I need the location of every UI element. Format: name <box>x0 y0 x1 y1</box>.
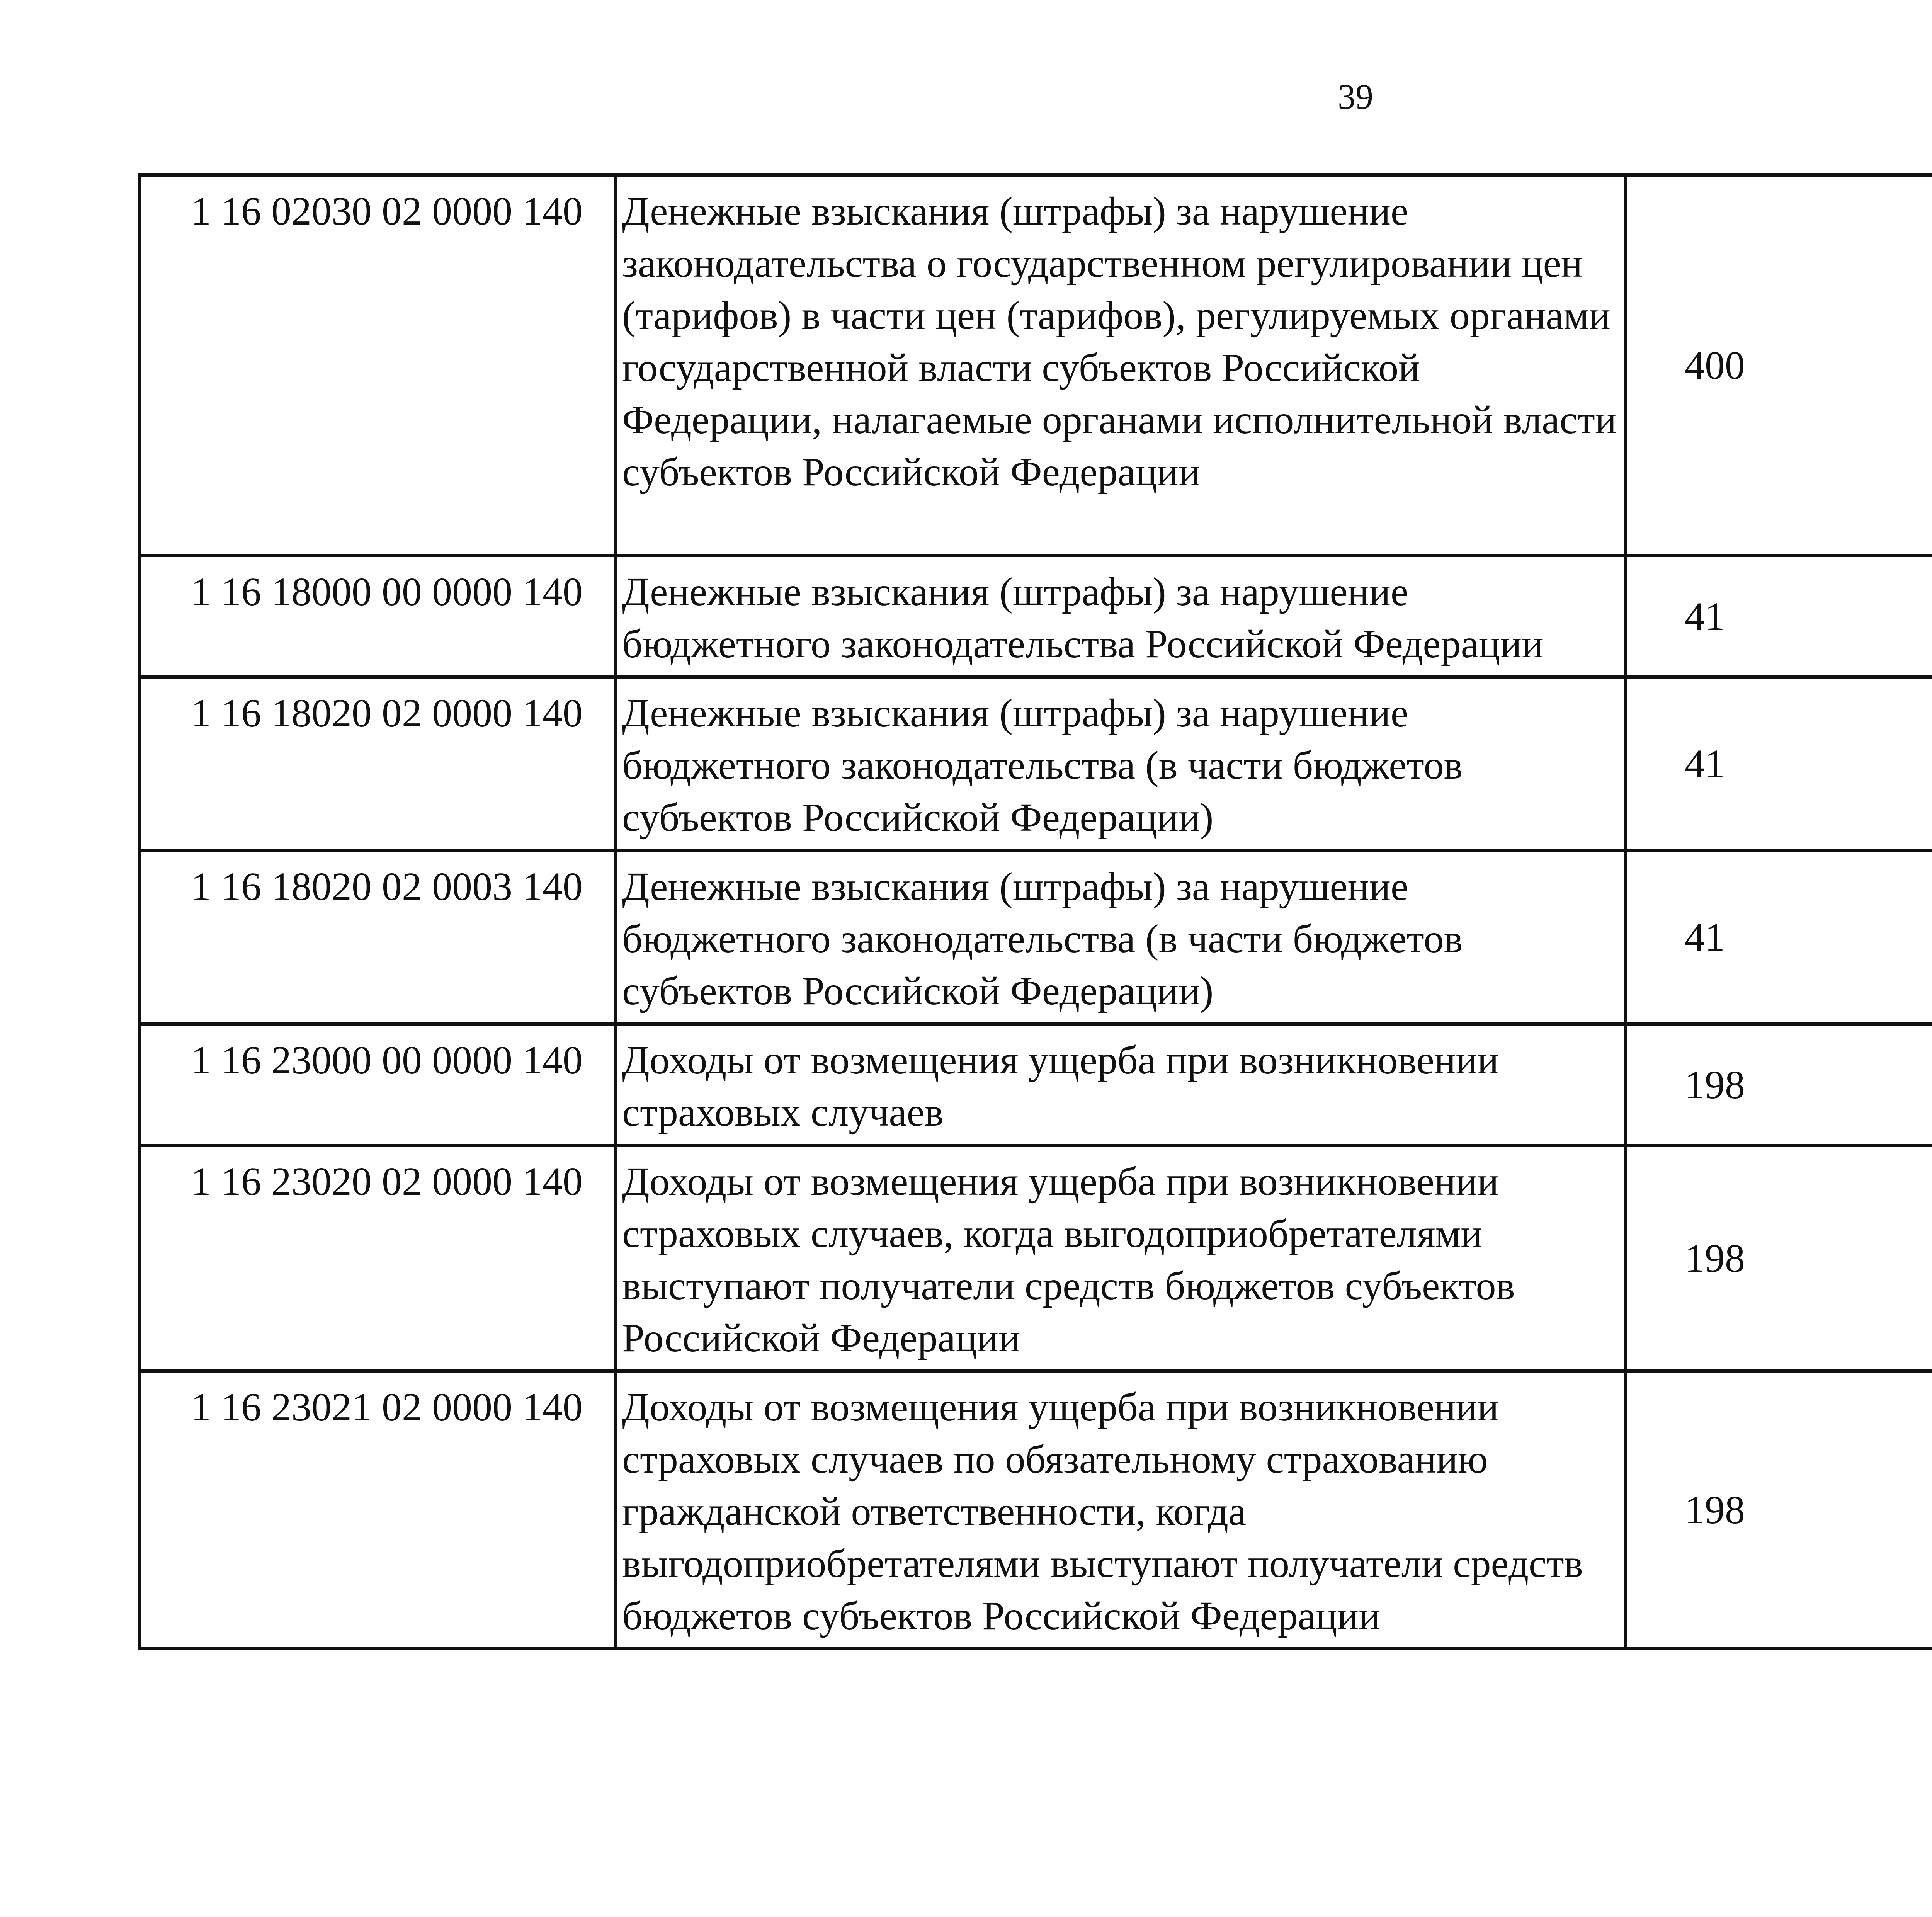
budget-code-cell: 1 16 23000 00 0000 140 <box>139 1024 615 1145</box>
description-cell: Доходы от возмещения ущерба при возникновении страховых случаев <box>615 1024 1625 1145</box>
description-cell: Денежные взыскания (штрафы) за нарушение законодательства о государственном регулировании цен (тарифов) в части цен (тарифов), регулируемых органами государственной власти субъектов Российской Федерации, налагаемые органами исполнительной власти субъектов Российской Федерации <box>615 175 1625 556</box>
value-cell-1: 41 <box>1625 677 1932 850</box>
budget-code-cell: 1 16 02030 02 0000 140 <box>139 175 615 556</box>
description-cell: Доходы от возмещения ущерба при возникновении страховых случаев по обязательному страхованию гражданской ответственности, когда выгодоприобретателями выступают получатели средств бюджетов субъектов Российской Федерации <box>615 1371 1625 1649</box>
value-cell-1: 198 <box>1625 1145 1932 1371</box>
budget-code-cell: 1 16 23020 02 0000 140 <box>139 1145 615 1371</box>
value-cell-1: 41 <box>1625 850 1932 1024</box>
table-row <box>139 850 1932 1024</box>
table-row <box>139 1145 1932 1371</box>
value-cell-1: 400 <box>1625 175 1932 556</box>
description-cell: Денежные взыскания (штрафы) за нарушение бюджетного законодательства Российской Федерации <box>615 556 1625 677</box>
budget-code-cell: 1 16 18020 02 0003 140 <box>139 850 615 1024</box>
budget-table <box>138 173 1932 1650</box>
value-cell-1: 198 <box>1625 1024 1932 1145</box>
description-cell: Доходы от возмещения ущерба при возникновении страховых случаев, когда выгодоприобретателями выступают получатели средств бюджетов субъектов Российской Федерации <box>615 1145 1625 1371</box>
value-cell-1: 198 <box>1625 1371 1932 1649</box>
table-row <box>139 677 1932 850</box>
budget-code-cell: 1 16 18000 00 0000 140 <box>139 556 615 677</box>
table-row <box>139 1371 1932 1649</box>
description-cell: Денежные взыскания (штрафы) за нарушение бюджетного законодательства (в части бюджетов субъектов Российской Федерации) <box>615 677 1625 850</box>
table-row <box>139 556 1932 677</box>
description-cell: Денежные взыскания (штрафы) за нарушение бюджетного законодательства (в части бюджетов субъектов Российской Федерации) <box>615 850 1625 1024</box>
budget-code-cell: 1 16 23021 02 0000 140 <box>139 1371 615 1649</box>
table-row <box>139 1024 1932 1145</box>
value-cell-1: 41 <box>1625 556 1932 677</box>
table-row <box>139 175 1932 556</box>
page-number: 39 <box>1338 77 1373 116</box>
budget-code-cell: 1 16 18020 02 0000 140 <box>139 677 615 850</box>
